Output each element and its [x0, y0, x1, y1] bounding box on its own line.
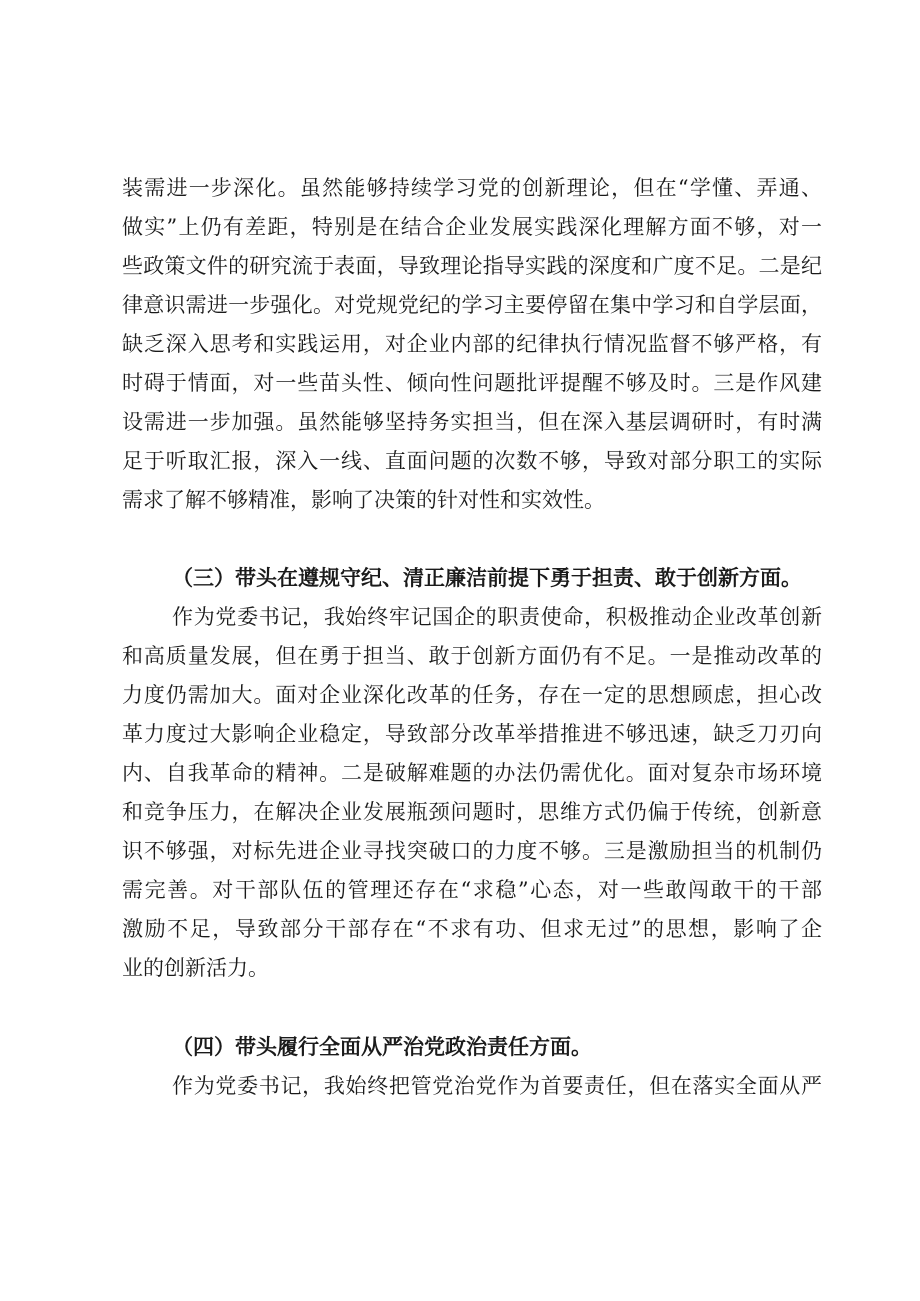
paragraph-line: 足于听取汇报，深入一线、直面问题的次数不够，导致对部分职工的实际: [122, 449, 822, 473]
paragraph-line: 革力度过大影响企业稳定，导致部分改革举措推进不够迅速，缺乏刀刃向: [122, 722, 822, 746]
paragraph-line: 内、自我革命的精神。二是破解难题的办法仍需优化。面对复杂市场环境: [122, 761, 822, 785]
paragraph-line: 装需进一步深化。虽然能够持续学习党的创新理论，但在“学懂、弄通、: [122, 176, 822, 200]
paragraph-line: 做实”上仍有差距，特别是在结合企业发展实践深化理解方面不够，对一: [122, 215, 822, 239]
paragraph-line: 力度仍需加大。面对企业深化改革的任务，存在一定的思想顾虑，担心改: [122, 683, 822, 707]
section-heading-4: （四）带头履行全面从严治党政治责任方面。: [172, 1034, 592, 1059]
paragraph-line: 作为党委书记，我始终牢记国企的职责使命，积极推动企业改革创新: [172, 605, 822, 629]
paragraph-line: 设需进一步加强。虽然能够坚持务实担当，但在深入基层调研时，有时满: [122, 410, 822, 434]
paragraph-line: 缺乏深入思考和实践运用，对企业内部的纪律执行情况监督不够严格，有: [122, 332, 822, 356]
paragraph-line: 识不够强，对标先进企业寻找突破口的力度不够。三是激励担当的机制仍: [122, 839, 822, 863]
paragraph-line: 需完善。对干部队伍的管理还存在“求稳”心态，对一些敢闯敢干的干部: [122, 878, 822, 902]
paragraph-line: 和高质量发展，但在勇于担当、敢于创新方面仍有不足。一是推动改革的: [122, 644, 822, 668]
paragraph-line: 激励不足，导致部分干部存在“不求有功、但求无过”的思想，影响了企: [122, 917, 822, 941]
paragraph-line: 需求了解不够精准，影响了决策的针对性和实效性。: [122, 488, 605, 512]
paragraph-line: 作为党委书记，我始终把管党治党作为首要责任，但在落实全面从严: [172, 1074, 822, 1098]
paragraph-line: 些政策文件的研究流于表面，导致理论指导实践的深度和广度不足。二是纪: [122, 254, 822, 278]
section-heading-3: （三）带头在遵规守纪、清正廉洁前提下勇于担责、敢于创新方面。: [172, 565, 802, 590]
paragraph-line: 时碍于情面，对一些苗头性、倾向性问题批评提醒不够及时。三是作风建: [122, 371, 822, 395]
paragraph-line: 业的创新活力。: [122, 956, 269, 980]
paragraph-line: 和竞争压力，在解决企业发展瓶颈问题时，思维方式仍偏于传统，创新意: [122, 800, 822, 824]
paragraph-line: 律意识需进一步强化。对党规党纪的学习主要停留在集中学习和自学层面，: [122, 293, 822, 317]
